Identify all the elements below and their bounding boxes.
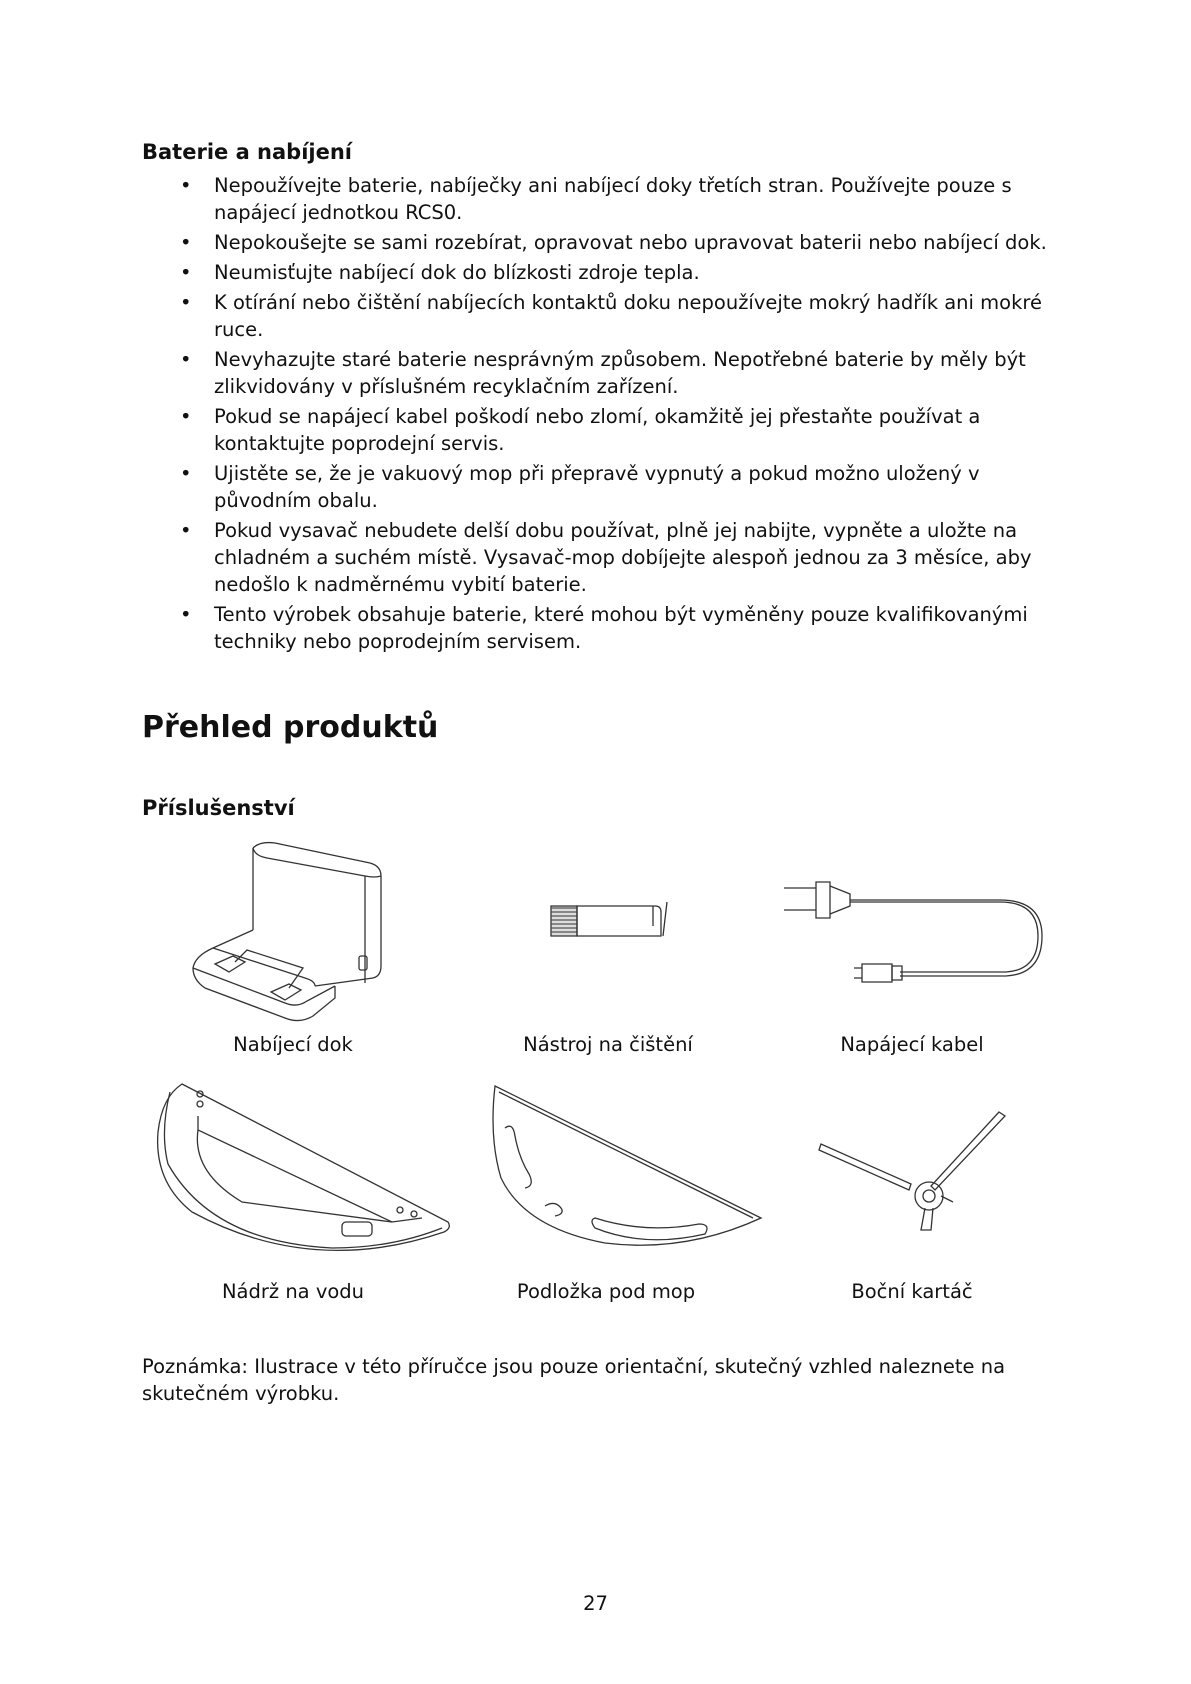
bullet-dot-icon: • <box>180 519 192 542</box>
cleaning-tool-icon <box>545 898 675 948</box>
accessories-heading: Příslušenství <box>142 796 295 820</box>
accessory-label: Boční kartáč <box>851 1280 973 1303</box>
accessory-label: Nástroj na čištění <box>523 1033 693 1056</box>
list-item: • K otírání nebo čištění nabíjecích kontaktů doku nepoužívejte mokrý hadřík ani mokré ruce. <box>180 291 1042 341</box>
battery-bullet-list <box>142 172 1062 658</box>
overview-heading: Přehled produktů <box>142 710 439 745</box>
bullet-dot-icon: • <box>180 231 192 254</box>
list-item: • Ujistěte se, že je vakuový mop při přepravě vypnutý a pokud možno uložený v původním obalu. <box>180 462 980 512</box>
list-item: • Pokud se napájecí kabel poškodí nebo zlomí, okamžitě jej přestaňte používat a kontaktujte poprodejní servis. <box>180 405 981 455</box>
power-cable-icon <box>780 880 1050 990</box>
bullet-dot-icon: • <box>180 603 192 626</box>
bullet-dot-icon: • <box>180 405 192 428</box>
mop-pad-icon <box>485 1078 765 1253</box>
accessory-label: Nádrž na vodu <box>221 1280 365 1303</box>
bullet-dot-icon: • <box>180 261 192 284</box>
illustration-note: Poznámka: Ilustrace v této příručce jsou pouze orientační, skutečný vzhled naleznete na skutečném výrobku. <box>142 1355 1006 1405</box>
list-item: • Nepoužívejte baterie, nabíječky ani nabíjecí doky třetích stran. Používejte pouze s napájecí jednotkou RCS0. <box>180 174 1012 224</box>
accessory-label: Napájecí kabel <box>840 1033 984 1056</box>
list-item: • Pokud vysavač nebudete delší dobu používat, plně jej nabijte, vypněte a uložte na chladném a suchém místě. Vysavač-mop dobíjejte alespoň jednou za 3 měsíce, aby nedošlo k nadměrnému vybití baterie. <box>180 519 1032 596</box>
accessory-label: Podložka pod mop <box>516 1280 696 1303</box>
bullet-dot-icon: • <box>180 348 192 371</box>
side-brush-icon <box>815 1108 1015 1233</box>
list-item: • Neumisťujte nabíjecí dok do blízkosti zdroje tepla. <box>180 261 700 284</box>
battery-heading: Baterie a nabíjení <box>142 140 352 164</box>
bullet-dot-icon: • <box>180 462 192 485</box>
page-number: 27 <box>583 1592 608 1615</box>
list-item: • Nevyhazujte staré baterie nesprávným způsobem. Nepotřebné baterie by měly být zlikvidovány v příslušném recyklačním zařízení. <box>180 348 1026 398</box>
list-item: • Tento výrobek obsahuje baterie, které mohou být vyměněny pouze kvalifikovanými techniky nebo poprodejním servisem. <box>180 603 1028 653</box>
bullet-dot-icon: • <box>180 174 192 197</box>
list-item: • Nepokoušejte se sami rozebírat, opravovat nebo upravovat baterii nebo nabíjecí dok. <box>180 231 1047 254</box>
water-tank-icon <box>152 1072 454 1257</box>
accessory-label: Nabíjecí dok <box>233 1033 353 1056</box>
charging-dock-icon <box>185 838 390 1028</box>
bullet-dot-icon: • <box>180 291 192 314</box>
